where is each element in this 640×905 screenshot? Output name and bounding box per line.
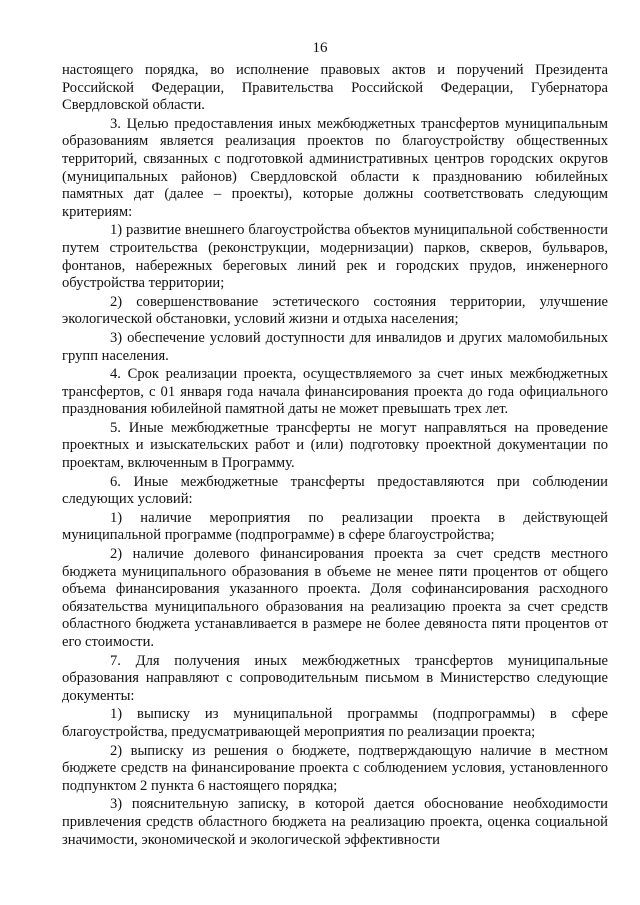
paragraph-item-6: 6. Иные межбюджетные трансферты предоставляются при соблюдении следующих условий: [62,473,608,508]
subitem-3-3: 3) обеспечение условий доступности для инвалидов и других маломобильных групп населения. [62,329,608,364]
subitem-7-1: 1) выписку из муниципальной программы (подпрограммы) в сфере благоустройства, предусматривающей мероприятия по реализации проекта; [62,706,608,740]
paragraph-item-4: 4. Срок реализации проекта, осуществляемого за счет иных межбюджетных трансфертов, с 01 января года начала финансирования проекта до года официального празднования юбилейной памятной даты не может превышать трех лет. [62,366,608,418]
subitem-3-2: 2) совершенствование эстетического состояния территории, улучшение экологической обстановки, условий жизни и отдыха населения; [62,293,608,328]
page-number: 16 [312,40,328,56]
paragraph-continuation: настоящего порядка, во исполнение правовых актов и поручений Президента Российской Федерации, Правительства Российской Федерации, Губернатора Свердловской области. [62,62,608,114]
paragraph-item-3: 3. Целью предоставления иных межбюджетных трансфертов муниципальным образованиям является реализация проектов по благоустройству общественных территорий, связанных с подготовкой административных центров городских округов (муниципальных районов) Свердловской области к празднованию юбилейных памятных дат (далее – проекты), которые должны соответствовать следующим критериям: [62,115,608,220]
subitem-6-2: 2) наличие долевого финансирования проекта за счет средств местного бюджета муниципального образования в объеме не менее пяти процентов от общего объема финансирования указанного проекта. Доля софинансирования расходного обязательства муниципального образования на реализацию проекта за счет средств областного бюджета устанавливается в размере не более девяноста пяти процентов от его стоимости. [62,546,608,650]
subitem-6-1: 1) наличие мероприятия по реализации проекта в действующей муниципальной программе (подпрограмме) в сфере благоустройства; [62,509,608,544]
subitem-7-2: 2) выписку из решения о бюджете, подтверждающую наличие в местном бюджете средств на финансирование проекта с соблюдением условия, установленного подпунктом 2 пункта 6 настоящего порядка; [62,742,608,794]
subitem-3-1: 1) развитие внешнего благоустройства объектов муниципальной собственности путем строительства (реконструкции, модернизации) парков, скверов, бульваров, фонтанов, набережных береговых линий рек и городских прудов, инженерного обустройства территории; [62,222,608,292]
subitem-7-3: 3) пояснительную записку, в которой дается обоснование необходимости привлечения средств областного бюджета на реализацию проекта, оценка социальной значимости, экономической и экологической эффективности [62,796,608,848]
paragraph-item-5: 5. Иные межбюджетные трансферты не могут направляться на проведение проектных и изыскательских работ и (или) подготовку проектной документации по проектам, включенным в Программу. [62,419,608,472]
document-body [62,62,608,850]
paragraph-item-7: 7. Для получения иных межбюджетных трансфертов муниципальные образования направляют с сопроводительным письмом в Министерство следующие документы: [62,652,608,704]
